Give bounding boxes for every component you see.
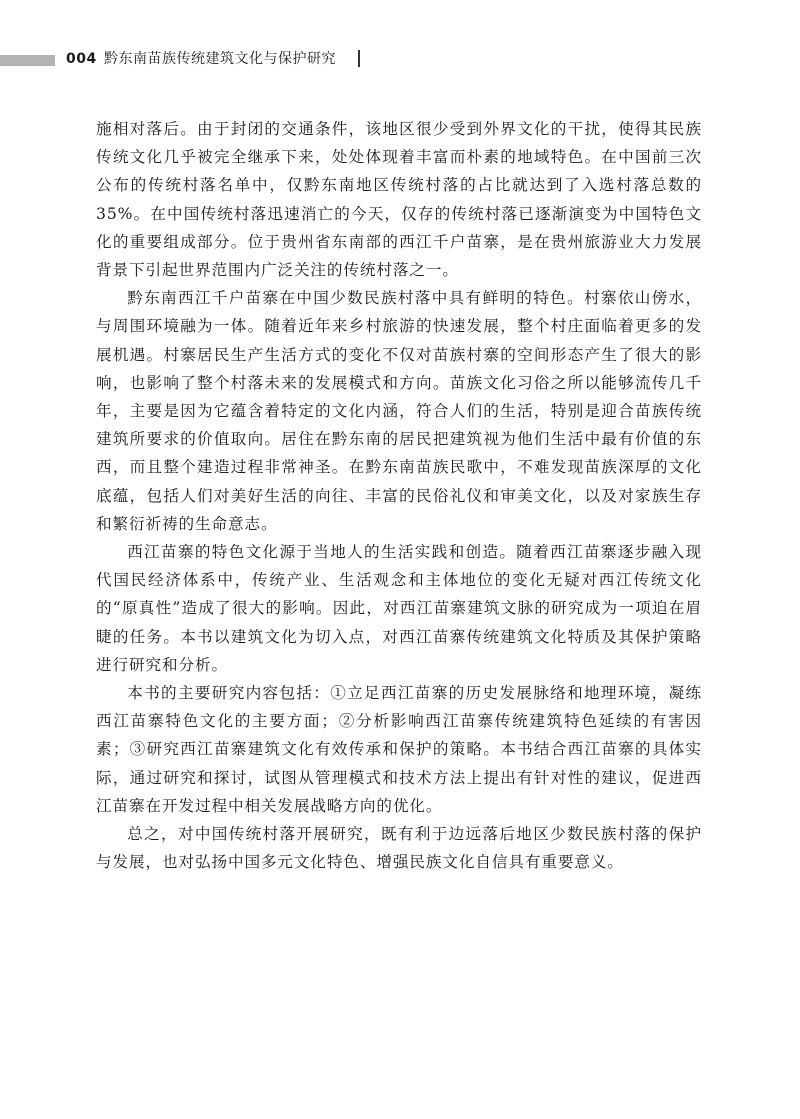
paragraph-4: 本书的主要研究内容包括：①立足西江苗寨的历史发展脉络和地理环境，凝练西江苗寨特色文化的主要方面；②分析影响西江苗寨传统建筑特色延续的有害因素；③研究西江苗寨建筑文化有效传承和保护的策略。本书结合西江苗寨的具体实际，通过研究和探讨，试图从管理模式和技术方法上提出有针对性的建议，促进西江苗寨在开发过程中相关发展战略方向的优化。	[96, 684, 702, 815]
paragraph-3: 西江苗寨的特色文化源于当地人的生活实践和创造。随着西江苗寨逐步融入现代国民经济体系中，传统产业、生活观念和主体地位的变化无疑对西江传统文化的“原真性”造成了很大的影响。因此，对西江苗寨建筑文脉的研究成为一项迫在眉睫的任务。本书以建筑文化为切入点，对西江苗寨传统建筑文化特质及其保护策略进行研究和分析。	[96, 543, 702, 674]
paragraph-1: 施相对落后。由于封闭的交通条件，该地区很少受到外界文化的干扰，使得其民族传统文化几乎被完全继承下来，处处体现着丰富而朴素的地域特色。在中国前三次公布的传统村落名单中，仅黔东南地区传统村落的占比就达到了入选村落总数的35%。在中国传统村落迅速消亡的今天，仅存的传统村落已逐渐演变为中国特色文化的重要组成部分。位于贵州省东南部的西江千户苗寨，是在贵州旅游业大力发展背景下引起世界范围内广泛关注的传统村落之一。	[96, 120, 702, 280]
running-header	[0, 47, 800, 71]
book-title: 黔东南苗族传统建筑文化与保护研究	[104, 51, 336, 67]
page-number: 004	[66, 51, 97, 67]
header-decorative-bar	[0, 55, 55, 66]
body-text	[96, 115, 702, 876]
paragraph-2: 黔东南西江千户苗寨在中国少数民族村落中具有鲜明的特色。村寨依山傍水，与周围环境融为一体。随着近年来乡村旅游的快速发展，整个村庄面临着更多的发展机遇。村寨居民生产生活方式的变化不仅对苗族村寨的空间形态产生了很大的影响，也影响了整个村落未来的发展模式和方向。苗族文化习俗之所以能够流传几千年，主要是因为它蕴含着特定的文化内涵，符合人们的生活，特别是迎合苗族传统建筑所要求的价值取向。居住在黔东南的居民把建筑视为他们生活中最有价值的东西，而且整个建造过程非常神圣。在黔东南苗族民歌中，不难发现苗族深厚的文化底蕴，包括人们对美好生活的向往、丰富的民俗礼仪和审美文化，以及对家族生存和繁衍祈祷的生命意志。	[96, 289, 702, 533]
header-divider	[358, 50, 360, 67]
paragraph-5: 总之，对中国传统村落开展研究，既有利于边远落后地区少数民族村落的保护与发展，也对弘扬中国多元文化特色、增强民族文化自信具有重要意义。	[96, 825, 702, 872]
